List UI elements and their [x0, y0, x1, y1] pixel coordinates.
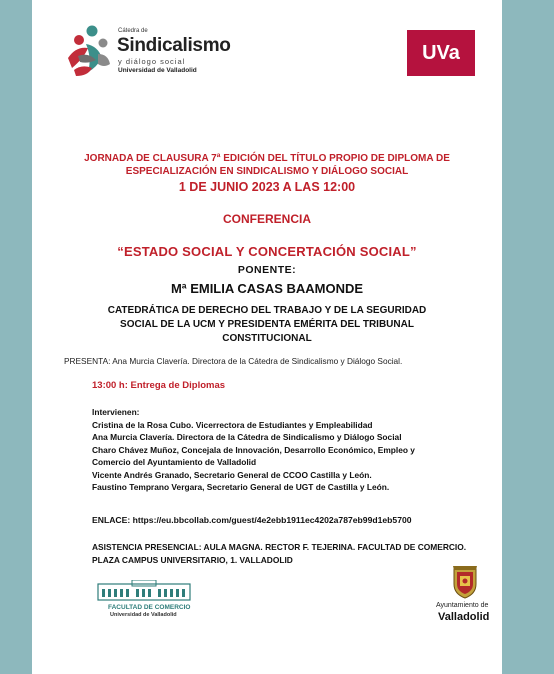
conference-label: CONFERENCIA: [222, 212, 311, 226]
list-item: Cristina de la Rosa Cubo. Vicerrectora de Estudiantes y Empleabilidad: [92, 419, 373, 430]
university-name: Universidad de Valladolid: [118, 67, 197, 74]
ayuntamiento-label: Ayuntamiento de: [436, 602, 489, 609]
speaker-name: Mª EMILIA CASAS BAAMONDE: [170, 281, 364, 296]
ayuntamiento-logo: [430, 566, 500, 626]
brand-name: Sindicalismo: [117, 35, 231, 56]
list-item: Vicente Andrés Granado, Secretario General de CCOO Castilla y León.: [92, 469, 372, 480]
speaker-role-line-3: CONSTITUCIONAL: [222, 333, 312, 344]
asistencia-text: [92, 541, 466, 567]
catedra-emblem-icon: [62, 24, 114, 78]
speakers-label: Intervienen:: [92, 407, 140, 417]
enlace-link[interactable]: ENLACE: https://eu.bbcollab.com/guest/4e2ebb1911ec4202a787eb99d1eb5700: [92, 515, 412, 525]
ayuntamiento-city: Valladolid: [438, 611, 490, 623]
list-item: Comercio del Ayuntamiento de Valladolid: [92, 457, 257, 467]
uva-logo: UVa: [407, 30, 475, 76]
facultad-logo: [90, 580, 200, 620]
poster: [32, 0, 502, 674]
event-date: 1 DE JUNIO 2023 A LAS 12:00: [178, 180, 356, 194]
catedra-logo: [62, 24, 262, 80]
list-item: Faustino Temprano Vergara, Secretario General de UGT de Castilla y León.: [92, 482, 390, 492]
asistencia-line-1: ASISTENCIA PRESENCIAL: AULA MAGNA. RECTOR F. TEJERINA. FACULTAD DE COMERCIO.: [92, 542, 467, 552]
talk-title: “ESTADO SOCIAL Y CONCERTACIÓN SOCIAL”: [117, 244, 417, 259]
diplomas-time: 13:00 h: Entrega de Diplomas: [92, 380, 226, 391]
ponente-label: PONENTE:: [237, 264, 297, 276]
asistencia-line-2: PLAZA CAMPUS UNIVERSITARIO, 1. VALLADOLID: [92, 555, 293, 565]
event-title-line-2: ESPECIALIZACIÓN EN SINDICALISMO Y DIÁLOGO SOCIAL: [125, 166, 409, 177]
presenta-text: PRESENTA: Ana Murcia Clavería. Directora de la Cátedra de Sindicalismo y Diálogo Social.: [64, 356, 403, 366]
speaker-role-line-1: CATEDRÁTICA DE DERECHO DEL TRABAJO Y DE LA SEGURIDAD: [107, 305, 427, 316]
speakers-list: [92, 406, 415, 494]
speaker-role-line-2: SOCIAL DE LA UCM Y PRESIDENTA EMÉRITA DEL TRIBUNAL: [120, 319, 414, 330]
brand-subtitle: y diálogo social: [118, 57, 186, 66]
event-title-line-1: JORNADA DE CLAUSURA 7ª EDICIÓN DEL TÍTULO PROPIO DE DIPLOMA DE: [84, 153, 450, 164]
list-item: Charo Chávez Muñoz, Concejala de Innovación, Desarrollo Económico, Empleo y: [92, 444, 415, 455]
facultad-name: FACULTAD DE COMERCIO: [108, 604, 191, 611]
list-item: Ana Murcia Clavería. Directora de la Cátedra de Sindicalismo y Diálogo Social: [92, 432, 402, 442]
building-icon: [96, 580, 192, 602]
catedra-de-text: Cátedra de: [118, 28, 148, 34]
speaker-role: [32, 304, 502, 346]
facultad-university: Universidad de Valladolid: [110, 612, 177, 618]
coat-of-arms-icon: [450, 566, 480, 600]
event-title: [32, 152, 502, 178]
